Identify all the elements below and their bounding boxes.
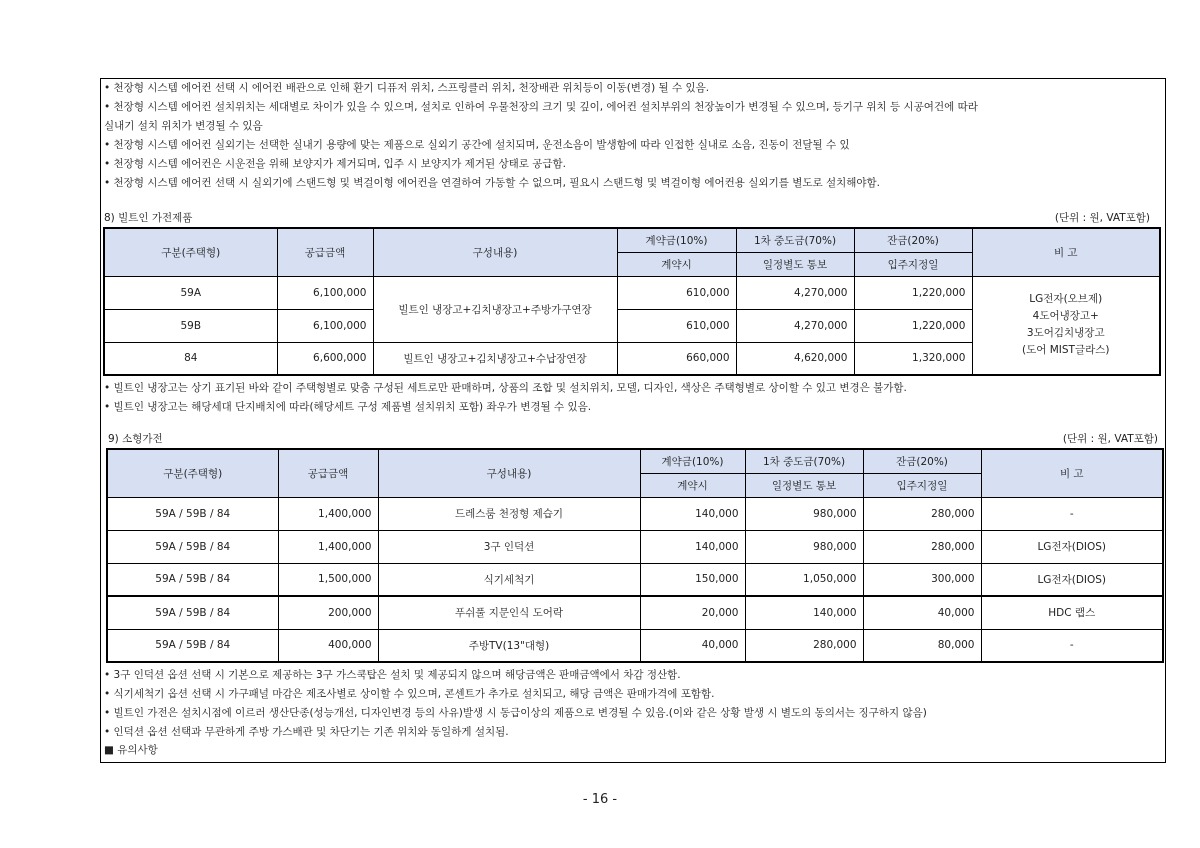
cell-balance: 280,000 [863,497,981,530]
cell-type: 59A / 59B / 84 [107,629,278,662]
cell-price: 1,500,000 [278,563,378,596]
cell-remark: HDC 랩스 [981,596,1163,629]
header-mid-when: 일정별도 통보 [745,473,863,497]
cell-mid: 4,270,000 [736,309,854,342]
note-line: 실내기 설치 위치가 변경될 수 있음 [104,120,263,132]
cell-price: 1,400,000 [278,497,378,530]
cell-balance: 80,000 [863,629,981,662]
cell-balance: 300,000 [863,563,981,596]
cell-deposit: 140,000 [640,530,745,563]
section-title: 9) 소형가전 [108,433,163,445]
unit-label: (단위 : 원, VAT포함) [1062,433,1158,445]
header-mid: 1차 중도금(70%) [745,449,863,473]
cell-content: 드레스룸 천정형 제습기 [378,497,640,530]
section-title: 8) 빌트인 가전제품 [104,212,193,224]
cell-type: 59A [104,276,277,309]
cell-balance: 1,220,000 [854,309,972,342]
note-line: • 천장형 시스템 에어컨 실외기는 선택한 실내기 용량에 맞는 제품으로 실외기 공간에 설치되며, 운전소음이 발생함에 따라 인접한 실내로 소음, 진동이 전달될 수 있 [104,139,850,151]
table-row [107,596,1163,629]
caution-heading: ■ 유의사항 [104,744,158,756]
cell-content: 빌트인 냉장고+김치냉장고+주방가구연장 [373,276,617,342]
cell-content: 식기세척기 [378,563,640,596]
header-remark: 비 고 [972,228,1160,276]
cell-price: 1,400,000 [278,530,378,563]
cell-type: 59A / 59B / 84 [107,497,278,530]
header-balance: 잔금(20%) [854,228,972,252]
table-row [107,563,1163,596]
header-price: 공급금액 [277,228,373,276]
note-line: • 천장형 시스템 에어컨 선택 시 실외기에 스탠드형 및 벽걸이형 에어컨을 연결하여 가동할 수 없으며, 필요시 스탠드형 및 벽걸이형 에어컨용 실외기를 별도로 설치해야함. [104,177,881,189]
cell-price: 6,600,000 [277,342,373,375]
cell-remark: - [981,629,1163,662]
cell-price: 6,100,000 [277,276,373,309]
header-balance-when: 입주지정일 [854,252,972,276]
cell-mid: 4,620,000 [736,342,854,375]
cell-mid: 980,000 [745,530,863,563]
header-type: 구분(주택형) [104,228,277,276]
header-balance-when: 입주지정일 [863,473,981,497]
cell-remark: LG전자(DIOS) [981,563,1163,596]
note-line: • 식기세척기 옵션 선택 시 가구패널 마감은 제조사별로 상이할 수 있으며, 콘센트가 추가로 설치되고, 해당 금액은 판매가격에 포함함. [104,688,715,700]
cell-deposit: 140,000 [640,497,745,530]
cell-price: 6,100,000 [277,309,373,342]
header-deposit: 계약금(10%) [617,228,736,252]
cell-remark: LG전자(DIOS) [981,530,1163,563]
cell-deposit: 610,000 [617,309,736,342]
cell-mid: 980,000 [745,497,863,530]
header-remark: 비 고 [981,449,1163,497]
cell-content: 3구 인덕션 [378,530,640,563]
cell-deposit: 20,000 [640,596,745,629]
cell-mid: 140,000 [745,596,863,629]
note-line: • 천장형 시스템 에어컨 설치위치는 세대별로 차이가 있을 수 있으며, 설치로 인하여 우물천장의 크기 및 깊이, 에어컨 설치부위의 천장높이가 변경될 수 있으며, 등기구 위치 등 시공여건에 따라 [104,101,978,113]
cell-balance: 280,000 [863,530,981,563]
cell-type: 59A / 59B / 84 [107,596,278,629]
cell-balance: 1,220,000 [854,276,972,309]
table-row [107,497,1163,530]
cell-deposit: 150,000 [640,563,745,596]
cell-type: 84 [104,342,277,375]
remark-line: 3도어김치냉장고 [1026,327,1105,340]
cell-remark [972,276,1160,375]
cell-price: 200,000 [278,596,378,629]
cell-type: 59A / 59B / 84 [107,530,278,563]
header-content: 구성내용) [373,228,617,276]
unit-label: (단위 : 원, VAT포함) [1054,212,1150,224]
cell-type: 59B [104,309,277,342]
cell-mid: 4,270,000 [736,276,854,309]
note-line: • 3구 인덕션 옵션 선택 시 기본으로 제공하는 3구 가스쿡탑은 설치 및 제공되지 않으며 해당금액은 판매금액에서 차감 정산함. [104,669,681,681]
header-deposit-when: 계약시 [617,252,736,276]
note-line: • 천장형 시스템 에어컨 선택 시 에어컨 배관으로 인해 환기 디퓨저 위치, 스프링클러 위치, 천장배관 위치등이 이동(변경) 될 수 있음. [104,82,710,94]
header-balance: 잔금(20%) [863,449,981,473]
header-deposit: 계약금(10%) [640,449,745,473]
note-line: • 빌트인 가전은 설치시점에 이르러 생산단종(성능개선, 디자인변경 등의 사유)발생 시 동급이상의 제품으로 변경될 수 있음.(이와 같은 상황 발생 시 별도의 동의서는 징구하지 않음) [104,707,927,719]
cell-balance: 1,320,000 [854,342,972,375]
cell-content: 주방TV(13"대형) [378,629,640,662]
builtin-appliance-table [103,227,1161,376]
header-price: 공급금액 [278,449,378,497]
cell-deposit: 40,000 [640,629,745,662]
note-line: • 빌트인 냉장고는 해당세대 단지배치에 따라(해당세트 구성 제품별 설치위치 포함) 좌우가 변경될 수 있음. [104,401,592,413]
table-row [104,276,1160,309]
note-line: • 인덕션 옵션 선택과 무관하게 주방 가스배관 및 차단기는 기존 위치와 동일하게 설치됨. [104,726,509,738]
table-row [107,629,1163,662]
cell-content: 푸쉬풀 지문인식 도어락 [378,596,640,629]
small-appliance-table [106,448,1164,663]
cell-deposit: 660,000 [617,342,736,375]
cell-balance: 40,000 [863,596,981,629]
cell-content: 빌트인 냉장고+김치냉장고+수납장연장 [373,342,617,375]
cell-mid: 1,050,000 [745,563,863,596]
remark-line: (도어 MIST글라스) [1022,344,1110,357]
remark-line: 4도어냉장고+ [1032,310,1099,323]
header-content: 구성내용) [378,449,640,497]
header-mid-when: 일정별도 통보 [736,252,854,276]
table-row [107,530,1163,563]
note-line: • 빌트인 냉장고는 상기 표기된 바와 같이 주택형별로 맞춤 구성된 세트로만 판매하며, 상품의 조합 및 설치위치, 모델, 디자인, 색상은 주택형별로 상이할 수 있고 변경은 불가함. [104,382,907,394]
cell-remark: - [981,497,1163,530]
remark-line: LG전자(오브제) [1029,293,1103,306]
page-number: - 16 - [582,792,618,807]
cell-mid: 280,000 [745,629,863,662]
cell-type: 59A / 59B / 84 [107,563,278,596]
header-type: 구분(주택형) [107,449,278,497]
header-deposit-when: 계약시 [640,473,745,497]
cell-price: 400,000 [278,629,378,662]
note-line: • 천장형 시스템 에어컨은 시운전을 위해 보양지가 제거되며, 입주 시 보양지가 제거된 상태로 공급함. [104,158,566,170]
cell-deposit: 610,000 [617,276,736,309]
header-mid: 1차 중도금(70%) [736,228,854,252]
